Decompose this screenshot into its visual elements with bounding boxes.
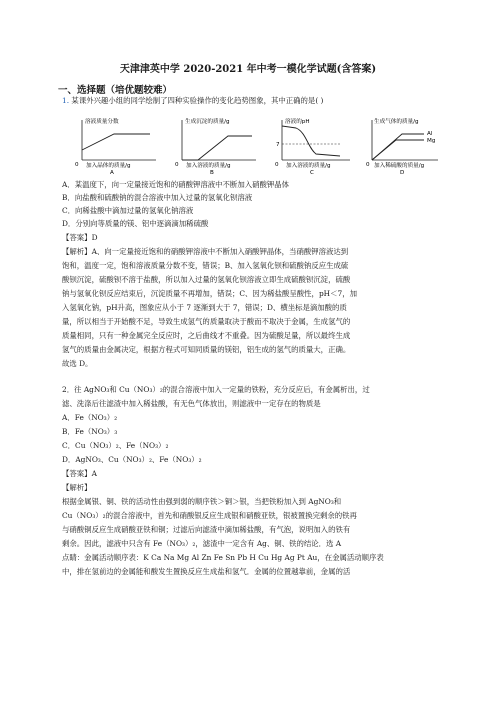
question-1-stem [62, 96, 323, 106]
figure-d-series-mg: Mg [427, 138, 436, 144]
q1-analysis-line: 故选 D。 [62, 359, 93, 368]
figure-b-letter: B [210, 170, 214, 176]
q2-analysis-line: Cu（NO₃）₂的混合溶液中，首先和硝酸银反应生成银和硝酸亚铁，银被置换完剩余的铁再 [62, 511, 357, 520]
figure-b-graph [170, 114, 262, 174]
figure-a-graph [70, 114, 162, 174]
figure-d-letter: D [400, 170, 405, 176]
q2-analysis-line: 根据金属银、铜、铁的活动性由强到弱的顺序铁＞铜＞银，当把铁粉加入到 AgNO₃和 [62, 497, 342, 506]
q2-analysis-label: 【解析】 [62, 483, 92, 492]
q2-analysis-line: 点睛：金属活动顺序表：K Ca Na Mg Al Zn Fe Sn Pb H Cu Hg Ag Pt Au，在金属活动顺序表 [62, 553, 384, 562]
q2-analysis-line: 剩余。因此，滤液中只含有 Fe（NO₃）₂，滤渣中一定含有 Ag、铜、铁的结论．选 A [62, 539, 342, 548]
figure-c-curve [282, 126, 340, 156]
q1-analysis-line: 入氢氧化钠，pH升高，图象应从小于 7 逐渐到大于 7，错误；D、横坐标是滴加酸的质 [62, 303, 347, 312]
figure-a-curve [82, 134, 150, 150]
question-1-text: 某课外兴趣小组的同学绘制了四种实验操作的变化趋势图象，其中正确的是( ) [71, 96, 324, 105]
q1-option-a: A．某温度下，向一定量接近饱和的硝酸钾溶液中不断加入硝酸钾晶体 [62, 180, 290, 189]
figure-a-ylabel: 溶液质量分数 [85, 119, 119, 125]
figure-d-xlabel: 加入稀硫酸的质量/g [374, 163, 425, 169]
figure-c-ylabel: 溶液的pH [285, 119, 310, 125]
q2-stem-line: 滤、洗涤后往滤渣中加入稀盐酸，有无色气体放出，则滤液中一定存在的物质是 [62, 399, 321, 408]
q2-option-a: A．Fe（NO₃）₂ [62, 413, 118, 422]
figure-c [270, 114, 362, 174]
figure-d-series-al: Al [427, 131, 433, 137]
figure-b-origin: 0 [175, 162, 179, 168]
figure-d-graph [366, 114, 462, 174]
figure-c-xlabel: 加入溶液的质量/g [286, 163, 331, 169]
figure-a-letter: A [110, 170, 114, 176]
figure-c-letter: C [310, 170, 314, 176]
q2-option-d: D．AgNO₃、Cu（NO₃）₂、Fe（NO₃）₂ [62, 455, 202, 464]
figure-a-origin: 0 [75, 162, 79, 168]
q1-analysis-line: 氢气的质量由金属决定，根据方程式可知同质量的镁铝，铝生成的氢气的质量大，正确。 [62, 345, 351, 354]
document-title: 天津津英中学 2020-2021 年中考一模化学试题(含答案) [119, 64, 377, 75]
section-heading: 一、选择题（培优题较难） [58, 85, 173, 96]
figure-d-ylabel: 生成气体的质量/g [374, 119, 419, 125]
q1-analysis-line: 质量相同，只有一种金属完全反应时，之后曲线才不重叠。因为硫酸足量，所以最终生成 [62, 331, 351, 340]
q2-analysis-line: 中，排在氢前边的金属能和酸发生置换反应生成盐和氢气．金属的位置越靠前，金属的活 [62, 567, 351, 576]
q2-analysis-line: 与硝酸铜反应生成硝酸亚铁和铜；过滤后向滤渣中滴加稀盐酸，有气泡，说明加入的铁有 [62, 525, 351, 534]
q2-option-b: B．Fe（NO₃）₃ [62, 427, 118, 436]
q1-analysis-line: 【解析】A、向一定量接近饱和的硝酸钾溶液中不断加入硝酸钾晶体，当硝酸钾溶液达到 [62, 247, 349, 256]
q2-option-c: C．Cu（NO₃）₂、Fe（NO₃）₂ [62, 441, 169, 450]
question-1-figures [70, 114, 460, 174]
figure-d [366, 114, 458, 174]
q1-answer: 【答案】D [62, 233, 98, 242]
q1-analysis-line: 钠与氢氧化钡反应结束后，沉淀质量不再增加，错误；C、因为稀盐酸呈酸性，pH＜7，加 [62, 289, 357, 298]
q1-option-c: C．向稀盐酸中滴加过量的氢氧化钠溶液 [62, 206, 194, 215]
q2-stem-line: 2．往 AgNO₃和 Cu（NO₃）₂的混合溶液中加入一定量的铁粉，充分反应后，有金属析出，过 [62, 385, 370, 394]
figure-b-curve [182, 136, 252, 160]
figure-b-ylabel: 生成沉淀的质量/g [185, 119, 230, 125]
question-1-number: 1. [62, 96, 70, 105]
figure-b-xlabel: 加入溶液的质量/g [186, 163, 231, 169]
figure-b [170, 114, 262, 174]
figure-d-al-line [372, 134, 424, 160]
q1-option-d: D．分别向等质量的镁、铝中逐滴滴加稀硫酸 [62, 219, 209, 228]
figure-a-xlabel: 加入晶体的质量/g [86, 163, 131, 169]
figure-c-graph [270, 114, 362, 174]
figure-d-mg-line [372, 140, 424, 160]
q2-answer: 【答案】A [62, 469, 97, 478]
q1-analysis-line: 量，所以相当于开始酸不足，导致生成氢气的质量取决于酸而不取决于金属，生成氢气的 [62, 317, 351, 326]
q1-analysis-line: 酸钡沉淀，硫酸钡不溶于盐酸，所以加入过量的氢氧化钡溶液立即生成硫酸钡沉淀，硫酸 [62, 275, 351, 284]
q1-analysis-line: 饱和，温度一定，饱和溶液质量分数不变，错误；B、加入氢氧化钡和硫酸钠反应生成硫 [62, 261, 349, 270]
figure-d-origin: 0 [366, 162, 370, 168]
figure-c-origin: 0 [275, 162, 279, 168]
q1-option-b: B．向盐酸和硫酸钠的混合溶液中加入过量的氢氧化钡溶液 [62, 193, 253, 202]
figure-a [70, 114, 162, 174]
figure-c-ytick: 7 [276, 142, 280, 148]
